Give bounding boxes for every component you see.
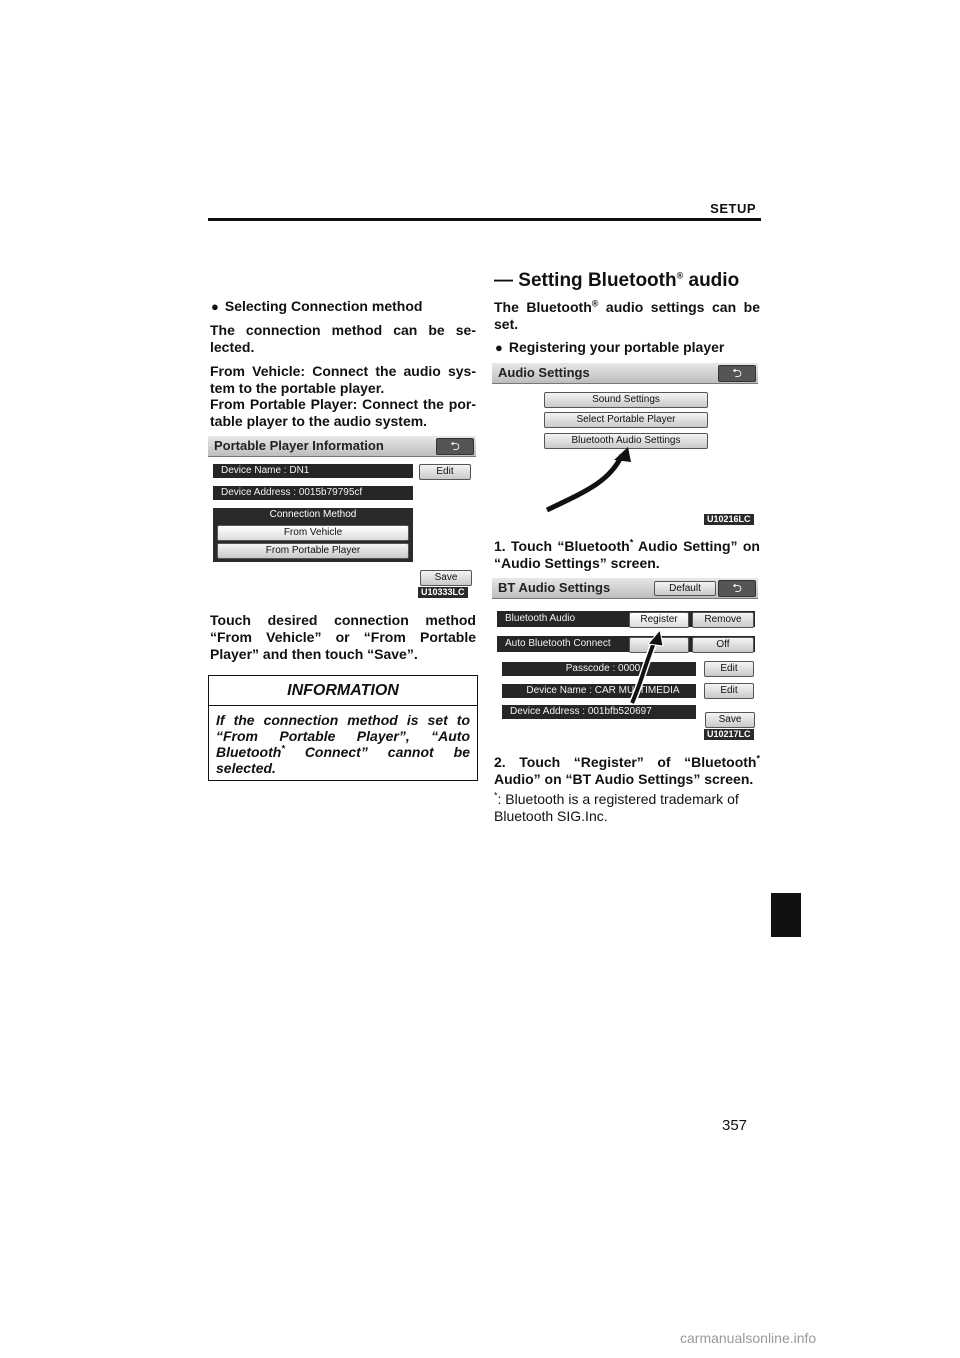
connection-method-label: Connection Method: [269, 509, 357, 520]
left-para-2: From Vehicle: Connect the audio sys- tem to the portable player.: [210, 363, 476, 396]
back-button[interactable]: ⮌: [718, 580, 756, 597]
device-address-field: Device Address : 0015b79795cf: [213, 486, 413, 500]
edit-button[interactable]: Edit: [419, 464, 471, 480]
chapter-tab: [771, 893, 801, 937]
pointer-arrow-icon: [492, 363, 758, 525]
figure-code: U10333LC: [418, 587, 468, 598]
section-title: [494, 270, 739, 292]
information-heading: INFORMATION: [209, 676, 477, 706]
right-heading: [495, 339, 760, 356]
title-text: — Setting Bluetooth: [494, 270, 677, 291]
from-vehicle-button[interactable]: From Vehicle: [217, 525, 409, 541]
title-suffix: audio: [683, 270, 740, 291]
figure-code: U10216LC: [704, 514, 754, 525]
back-button[interactable]: ⮌: [436, 438, 474, 455]
device-name-field: Device Name : DN1: [213, 464, 413, 478]
bullet: ●: [211, 299, 219, 314]
bluetooth-audio-settings-button[interactable]: Bluetooth Audio Settings: [544, 433, 708, 449]
pointer-arrow-icon: [492, 578, 758, 741]
device-address-field: Device Address : 001bfb520697: [502, 705, 696, 719]
portable-player-screen: [208, 436, 476, 598]
bt-audio-settings-screen: [492, 578, 758, 741]
auto-bluetooth-connect-row: Auto Bluetooth Connect: [497, 636, 755, 652]
screen-title: Portable Player Information: [214, 438, 384, 453]
edit-device-name-button[interactable]: Edit: [704, 683, 754, 699]
step-1: 1. Touch “Bluetooth* Audio Setting” on “Audio Settings” screen.: [494, 537, 760, 571]
header-rule: [208, 218, 761, 221]
register-button[interactable]: Register: [629, 612, 689, 628]
title-reg: ®: [676, 270, 684, 281]
section-header: SETUP: [710, 201, 756, 216]
device-name-field: Device Name : CAR MULTIMEDIA: [502, 684, 696, 698]
left-heading: [211, 298, 476, 315]
heading-text: Selecting Connection method: [224, 298, 423, 314]
screen-title: BT Audio Settings: [498, 580, 611, 595]
sound-settings-button[interactable]: Sound Settings: [544, 392, 708, 408]
default-button[interactable]: Default: [654, 581, 716, 596]
bluetooth-audio-row: Bluetooth Audio: [497, 611, 755, 627]
figure-code: U10217LC: [704, 729, 754, 740]
bullet: ●: [495, 340, 503, 355]
footnote: *: Bluetooth is a registered trademark of Bluetooth SIG.Inc.: [494, 790, 739, 824]
select-portable-player-button[interactable]: Select Portable Player: [544, 412, 708, 428]
connection-method-panel: [213, 508, 413, 562]
audio-settings-screen: [492, 363, 758, 525]
save-button[interactable]: Save: [420, 570, 472, 586]
off-button[interactable]: Off: [692, 637, 754, 653]
left-para-1: The connection method can be se- lected.: [210, 322, 476, 355]
from-portable-player-button[interactable]: From Portable Player: [217, 543, 409, 559]
screen-title: Audio Settings: [498, 365, 590, 380]
passcode-field: Passcode : 0000: [502, 662, 696, 676]
left-para-3: From Portable Player: Connect the por- table player to the audio system.: [210, 396, 476, 429]
edit-passcode-button[interactable]: Edit: [704, 661, 754, 677]
information-text: If the connection method is set to “From Portable Player”, “Auto Bluetooth* Connect” cannot be selected.: [216, 712, 470, 776]
information-box: [208, 675, 478, 781]
save-button[interactable]: Save: [705, 712, 755, 728]
remove-button[interactable]: Remove: [692, 612, 754, 628]
page-number: 357: [722, 1117, 748, 1134]
right-intro: The Bluetooth® audio settings can be set.: [494, 298, 760, 332]
heading-text: Registering your portable player: [508, 339, 725, 355]
back-button[interactable]: ⮌: [718, 365, 756, 382]
watermark: carmanualsonline.info: [680, 1330, 817, 1346]
left-para-4: Touch desired connection method “From Vehicle” or “From Portable Player” and then touch “Save”.: [210, 612, 476, 662]
step-2: 2. Touch “Register” of “Bluetooth* Audio” on “BT Audio Settings” screen.: [494, 753, 760, 787]
